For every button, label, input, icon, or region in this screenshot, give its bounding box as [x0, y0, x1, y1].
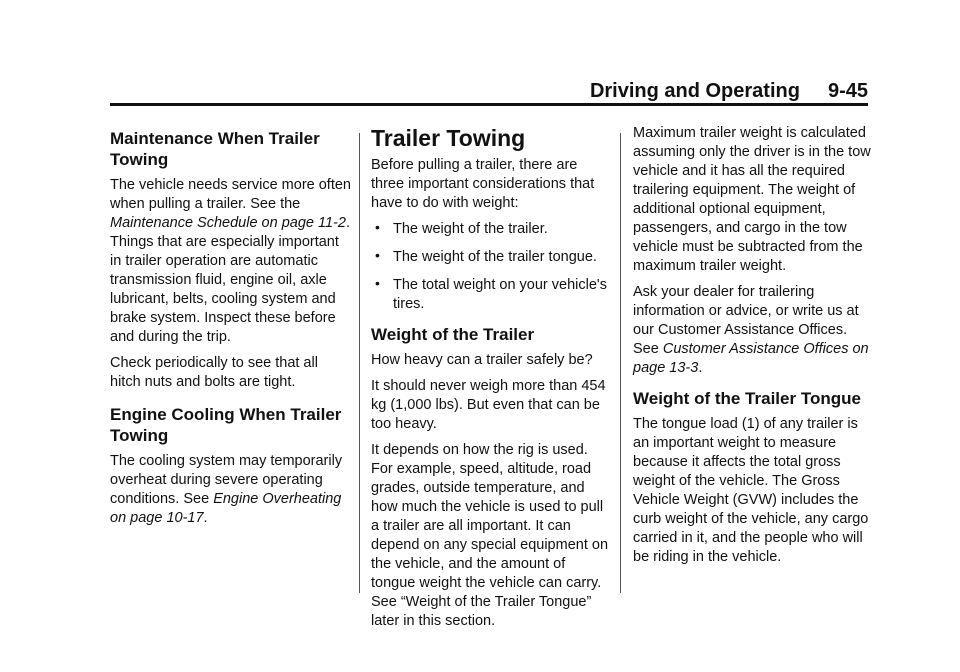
- paragraph: The vehicle needs service more often when pulling a trailer. See the Maintenance Schedule on page 11-2. Things that are especially important in trailer operation are automatic transmission fluid, engine oil, axle lubricant, belts, cooling system and brake system. Inspect these before and during the trip.: [110, 177, 351, 345]
- column-left: [110, 124, 352, 535]
- paragraph: Before pulling a trailer, there are three important considerations that have to do with weight:: [371, 157, 595, 211]
- column-divider: [620, 133, 621, 593]
- section-heading-trailer-towing: Trailer Towing: [371, 125, 526, 151]
- list-item: • The weight of the trailer tongue.: [375, 247, 597, 265]
- section-title: Driving and Operating: [589, 80, 800, 102]
- heading-maintenance: Maintenance When Trailer Towing: [110, 129, 320, 169]
- paragraph: The tongue load (1) of any trailer is an important weight to measure because it affects the total gross weight of the vehicle. The Gross Vehicle Weight (GVW) includes the curb weight of the vehicle, any cargo carried in it, and the people who will be riding in the vehicle.: [633, 416, 869, 565]
- paragraph: The cooling system may temporarily overheat during severe operating conditions. See Engine Overheating on page 10-17.: [110, 453, 343, 526]
- column-divider: [359, 133, 360, 593]
- paragraph: Check periodically to see that all hitch nuts and bolts are tight.: [110, 355, 318, 390]
- heading-weight-of-trailer: Weight of the Trailer: [371, 325, 535, 344]
- heading-weight-of-trailer-tongue: Weight of the Trailer Tongue: [633, 389, 861, 408]
- paragraph: Ask your dealer for trailering information or advice, or write us at our Customer Assistance Offices. See Customer Assistance Offices on page 13-3.: [633, 284, 869, 376]
- cross-reference-link[interactable]: Engine Overheating on page 10-17: [110, 491, 342, 526]
- page-header: [110, 78, 868, 104]
- bullet-icon: •: [375, 219, 380, 235]
- paragraph: How heavy can a trailer safely be?: [371, 352, 593, 368]
- bullet-icon: •: [375, 275, 380, 291]
- bullet-list: [371, 220, 611, 314]
- cross-reference-link[interactable]: Maintenance Schedule on page 11-2: [110, 215, 346, 231]
- paragraph: Maximum trailer weight is calculated assuming only the driver is in the tow vehicle and it has all the required trailering equipment. The weight of additional optional equipment, passengers, and cargo in the tow vehicle must be subtracted from the maximum trailer weight.: [633, 125, 871, 274]
- header-rule: [110, 103, 868, 106]
- list-item: • The total weight on your vehicle's tires.: [375, 275, 607, 312]
- page-number: 9-45: [827, 80, 868, 102]
- column-right: [633, 124, 873, 574]
- bullet-icon: •: [375, 247, 380, 263]
- column-middle: [371, 124, 611, 638]
- paragraph: It should never weigh more than 454 kg (1,000 lbs). But even that can be too heavy.: [371, 378, 606, 432]
- list-item: • The weight of the trailer.: [375, 219, 548, 237]
- heading-engine-cooling: Engine Cooling When Trailer Towing: [110, 405, 342, 445]
- paragraph: It depends on how the rig is used. For example, speed, altitude, road grades, outside temperature, and how much the vehicle is used to pull a trailer are all important. It can depend on any special equipment on the vehicle, and the amount of tongue weight the vehicle can carry. See “Weight of the Trailer Tongue” later in this section.: [371, 442, 609, 629]
- cross-reference-link[interactable]: Customer Assistance Offices on page 13-3: [633, 341, 869, 376]
